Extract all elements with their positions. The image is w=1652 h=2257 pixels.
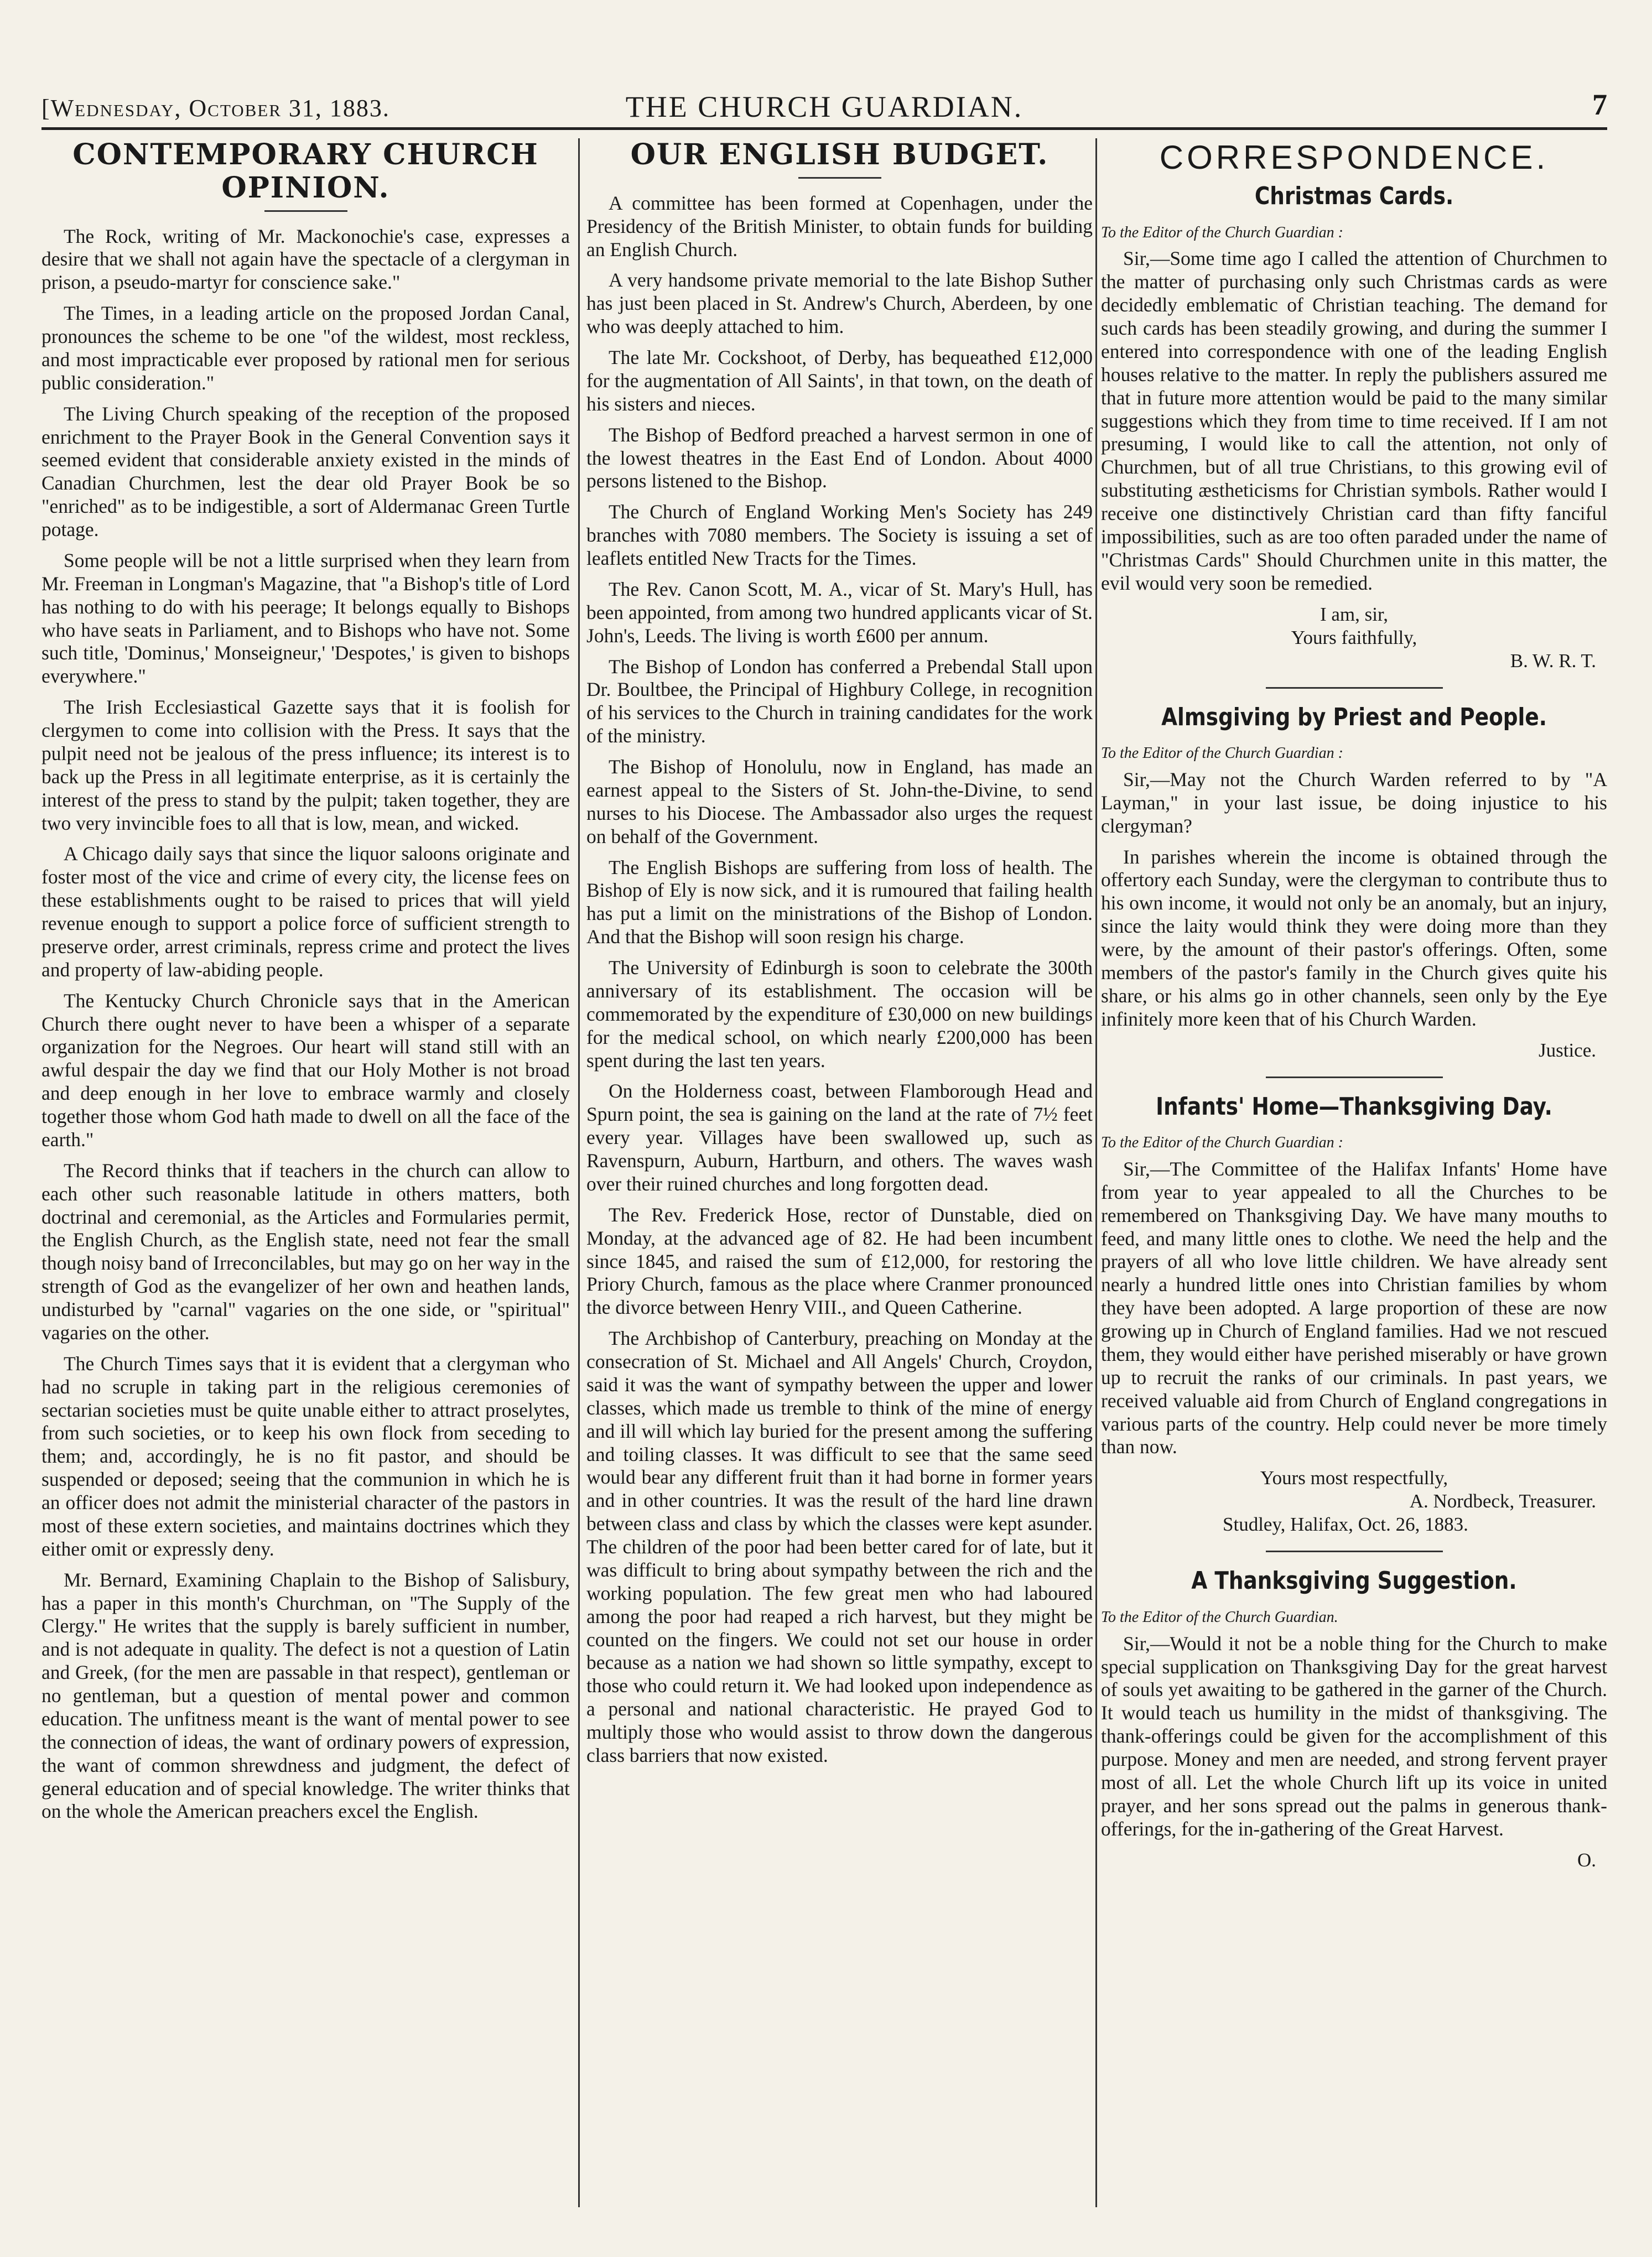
title-rule bbox=[264, 210, 347, 212]
letter-heading: Almsgiving by Priest and People. bbox=[1161, 703, 1547, 731]
news-paragraph: The Bishop of London has conferred a Prebendal Stall upon Dr. Boultbee, the Principal of Highbury College, in recognition of his services to the Church in training candidates for the work of the ministry. bbox=[586, 655, 1093, 747]
letter-closing: Yours faithfully, bbox=[1291, 626, 1417, 648]
letter-divider bbox=[1266, 1551, 1443, 1552]
issue-date: [Wednesday, October 31, 1883. bbox=[41, 95, 390, 122]
article-paragraph: The Irish Ecclesiastical Gazette says that it is foolish for clergymen to come into collision with the Press. It says that the pulpit need not be jealous of the press influence; its interest is to back up the Press in all legitimate enterprise, as it is certainly the interest of the press to stand by the pulpit; taken together, they are two very invincible foes to all that is low, mean, and wicked. bbox=[41, 696, 570, 834]
news-paragraph: The Bishop of Honolulu, now in England, has made an earnest appeal to the Sisters of St. John-the-Divine, to send nurses to his Diocese. The Ambassador also urges the request on behalf of the Government. bbox=[586, 756, 1093, 847]
letter-paragraph: Sir,—Some time ago I called the attention of Churchmen to the matter of purchasing only such Christmas cards as were decidedly emblematic of Christian teaching. The demand for such cards has been steadily growing, and during the summer I entered into correspondence with one of the leading English houses relative to the matter. In reply the publishers assured me that in future more attention would be paid to the many similar suggestions which they from time to time received. If I am not presuming, I would like to call the attention, not only of Churchmen, but of all true Christians, to this growing evil of substituting æstheticisms for Christian symbols. Rather would I receive one distinctively Christian card than fifty fanciful impossibilities, such as are too often paraded under the name of "Christmas Cards" Should Churchmen unite in this matter, the evil would very soon be remedied. bbox=[1101, 247, 1607, 594]
news-paragraph: The English Bishops are suffering from loss of health. The Bishop of Ely is now sick, and it is rumoured that failing health has put a limit on the ministrations of the Bishop of London. And that the Bishop will soon resign his charge. bbox=[586, 856, 1093, 948]
section-title: CONTEMPORARY CHURCH OPINION. bbox=[72, 138, 539, 205]
masthead: THE CHURCH GUARDIAN. bbox=[625, 90, 1024, 123]
letter-divider bbox=[1266, 687, 1443, 689]
article-paragraph: The Rock, writing of Mr. Mackonochie's case, expresses a desire that we shall not again have the spectacle of a clergyman in prison, a pseudo-martyr for conscience sake." bbox=[41, 225, 570, 294]
letter-closing: Yours most respectfully, bbox=[1260, 1467, 1448, 1489]
news-paragraph: A committee has been formed at Copenhagen, under the Presidency of the British Minister, to obtain funds for building an English Church. bbox=[586, 191, 1093, 261]
letter-paragraph: Sir,—Would it not be a noble thing for the Church to make special supplication on Thanksgiving Day for the great harvest of souls yet awaiting to be gathered in the garner of the Church. It would teach us humility in the midst of thanksgiving. The thank-offerings could be given for the accomplishment of this purpose. Money and men are needed, and strong fervent prayer most of all. Let the whole Church lift up its voice in united prayer, and her sons spread out the palms in generous thank-offerings, for the in-gathering of the Great Harvest. bbox=[1101, 1632, 1607, 1840]
letter-divider bbox=[1266, 1077, 1443, 1078]
article-paragraph: The Kentucky Church Chronicle says that in the American Church there ought never to have been a whisper of a separate organization for the Negroes. Our heart will stand still with an awful despair the day we find that our Holy Mother is not broad and deep enough in her love to embrace warmly and closely together those whom God hath made to dwell on all the face of the earth." bbox=[41, 989, 570, 1151]
news-paragraph: The Bishop of Bedford preached a harvest sermon in one of the lowest theatres in the East End of London. About 4000 persons listened to the Bishop. bbox=[586, 423, 1093, 492]
article-paragraph: Some people will be not a little surprised when they learn from Mr. Freeman in Longman's Magazine, that "a Bishop's title of Lord has nothing to do with his peerage; It belongs equally to Bishops who have seats in Parliament, and to Bishops who have not. Some such title, 'Dominus,' Monseigneur,' 'Despotes,' is given to bishops everywhere." bbox=[41, 549, 570, 688]
news-paragraph: The late Mr. Cockshoot, of Derby, has bequeathed £12,000 for the augmentation of All Saints', in that town, on the death of his sisters and nieces. bbox=[586, 346, 1093, 415]
section-title: CORRESPONDENCE. bbox=[1159, 139, 1549, 176]
news-paragraph: The Rev. Canon Scott, M. A., vicar of St. Mary's Hull, has been appointed, from among two hundred applicants vicar of St. John's, Leeds. The living is worth £600 per annum. bbox=[586, 578, 1093, 647]
article-paragraph: The Living Church speaking of the reception of the proposed enrichment to the Prayer Book in the General Convention says it seemed evident that considerable anxiety existed in the minds of Canadian Churchmen, lest the dear old Prayer Book be so "enriched" as to be indigestible, a sort of Aldermanac Green Turtle potage. bbox=[41, 402, 570, 541]
article-paragraph: A Chicago daily says that since the liquor saloons originate and foster most of the vice and crime of every city, the license fees on these establishments ought to be raised to prices that will yield revenue enough to support a police force of sufficient strength to preserve order, arrest criminals, repress crime and protect the lives and property of law-abiding people. bbox=[41, 843, 570, 981]
letter-paragraph: Sir,—The Committee of the Halifax Infants' Home have from year to year appealed to all the Churches to be remembered on Thanksgiving Day. We have many mouths to feed, and many little ones to clothe. We need the help and the prayers of all who love little children. We have already sent nearly a hundred little ones into Christian families by whom they have been adopted. A large proportion of these are now growing up in Church of England families. Had we not rescued them, they would either have perished miserably or have grown up to recruit the ranks of our criminals. In past years, we received valuable aid from Church of England congregations in various parts of the country. Help could never be more timely than now. bbox=[1101, 1157, 1607, 1458]
letter-signature: O. bbox=[1577, 1849, 1596, 1871]
column-contemporary-opinion bbox=[41, 138, 570, 2229]
news-paragraph: A very handsome private memorial to the late Bishop Suther has just been placed in St. Andrew's Church, Aberdeen, by one who was deeply attached to him. bbox=[586, 269, 1093, 338]
letter-heading: Christmas Cards. bbox=[1254, 182, 1454, 210]
letter-signature: Justice. bbox=[1538, 1039, 1596, 1061]
letter-signature: B. W. R. T. bbox=[1510, 649, 1596, 672]
column-rule bbox=[578, 138, 580, 2207]
news-paragraph: On the Holderness coast, between Flamborough Head and Spurn point, the sea is gaining on the land at the rate of 7½ feet every year. Villages have been swallowed up, such as Ravenspurn, Auburn, Hartburn, and others. The waves wash over their ruined churches and long forgotten dead. bbox=[586, 1080, 1093, 1195]
letter-address: To the Editor of the Church Guardian : bbox=[1101, 1134, 1343, 1152]
letter-address: To the Editor of the Church Guardian : bbox=[1101, 223, 1343, 241]
column-rule bbox=[1095, 138, 1097, 2207]
page-number: 7 bbox=[1592, 88, 1607, 121]
article-paragraph: Mr. Bernard, Examining Chaplain to the Bishop of Salisbury, has a paper in this month's Churchman, on "The Supply of the Clergy." He writes that the supply is barely sufficient in number, and is not adequate in quality. The defect is not a question of Latin and Greek, (for the men are passable in that respect), gentleman or no gentleman, but a question of mental power and common education. The unfitness meant is the want of mental power to see the connection of ideas, the want of ordinary powers of expression, the want of common shrewdness and judgment, the defect of general education and of special knowledge. The writer thinks that on the whole the American preachers excel the English. bbox=[41, 1568, 570, 1823]
page-header bbox=[41, 83, 1607, 130]
letter-paragraph: In parishes wherein the income is obtained through the offertory each Sunday, were the clergyman to contribute thus to his own income, it would not only be an anomaly, but an injury, since the laity would think they were doing more than they were, by the amount of their pastor's offerings. Often, some members of the pastor's family in the Church gives quite his share, or his alms go in other channels, seen only by the Eye infinitely more keen that of his Church Warden. bbox=[1101, 845, 1607, 1030]
letter-address: To the Editor of the Church Guardian : bbox=[1101, 745, 1343, 762]
letter-heading: A Thanksgiving Suggestion. bbox=[1191, 1567, 1517, 1595]
letter-signature: A. Nordbeck, Treasurer. bbox=[1409, 1490, 1596, 1512]
news-paragraph: The Rev. Frederick Hose, rector of Dunstable, died on Monday, at the advanced age of 82. He had been incumbent since 1845, and raised the sum of £12,000, for restoring the Priory Church, famous as the place where Cranmer pronounced the divorce between Henry VIII., and Queen Catherine. bbox=[586, 1203, 1093, 1319]
news-paragraph: The University of Edinburgh is soon to celebrate the 300th anniversary of its establishment. The occasion will be commemorated by the expenditure of £30,000 on new buildings for the medical school, on which nearly £200,000 has been spent during the last ten years. bbox=[586, 956, 1093, 1072]
article-paragraph: The Record thinks that if teachers in the church can allow to each other such reasonable latitude in others matters, both doctrinal and ceremonial, as the Articles and Formularies permit, the English Church, as the English state, need not fear the small though noisy band of Irreconcilables, but may go on her way in the strength of God as the evangelizer of her own and heathen lands, undisturbed by "carnal" vagaries on the one side, or "spiritual" vagaries on the other. bbox=[41, 1159, 570, 1344]
column-english-budget bbox=[586, 138, 1093, 2229]
letter-paragraph: Sir,—May not the Church Warden referred to by "A Layman," in your last issue, be doing injustice to his clergyman? bbox=[1101, 768, 1607, 837]
letter-address: To the Editor of the Church Guardian. bbox=[1101, 1609, 1338, 1626]
letter-closing: I am, sir, bbox=[1319, 603, 1388, 625]
news-paragraph: The Church of England Working Men's Society has 249 branches with 7080 members. The Society is issuing a set of leaflets entitled New Tracts for the Times. bbox=[586, 501, 1093, 570]
article-paragraph: The Church Times says that it is evident that a clergyman who had no scruple in taking part in the religious ceremonies of sectarian societies must be quite unable either to attract proselytes, from such societies, or to keep his own flock from seceding to them; and, accordingly, he is no fit pastor, and should be suspended or deposed; seeing that the communion in which he is an officer does not admit the ministerial character of the pastors in most of these extern societies, and maintains doctrines which they either omit or expressly deny. bbox=[41, 1352, 570, 1560]
letter-place-date: Studley, Halifax, Oct. 26, 1883. bbox=[1223, 1514, 1468, 1536]
news-paragraph: The Archbishop of Canterbury, preaching on Monday at the consecration of St. Michael and All Angels' Church, Croydon, said it was the want of sympathy between the upper and lower classes, which made us tremble to think of the mine of energy and ill will which lay buried for the present among the suffering and toiling classes. It was difficult to see that the same seed would bear any different fruit than it had borne in former years and in other countries. It was the result of the hard line drawn between class and class by which the classes were kept asunder. The children of the poor had been better cared for of late, but it was difficult to bring about sympathy between the rich and the working population. The few great men who had laboured among the poor had reaped a rich harvest, but they might be counted on the fingers. We could not set our house in order because as a nation we had shown so little sympathy, except to those who could return it. We had looked upon independence as a personal and national characteristic. He prayed God to multiply those who would assist to throw down the dangerous class barriers that now existed. bbox=[586, 1327, 1093, 1766]
column-correspondence bbox=[1101, 138, 1607, 2229]
title-rule bbox=[798, 177, 881, 179]
letter-heading: Infants' Home—Thanksgiving Day. bbox=[1156, 1092, 1552, 1121]
section-title: OUR ENGLISH BUDGET. bbox=[630, 138, 1049, 171]
article-paragraph: The Times, in a leading article on the proposed Jordan Canal, pronounces the scheme to be one "of the wildest, most reckless, and most impracticable ever proposed by rational men for serious public consideration." bbox=[41, 302, 570, 394]
